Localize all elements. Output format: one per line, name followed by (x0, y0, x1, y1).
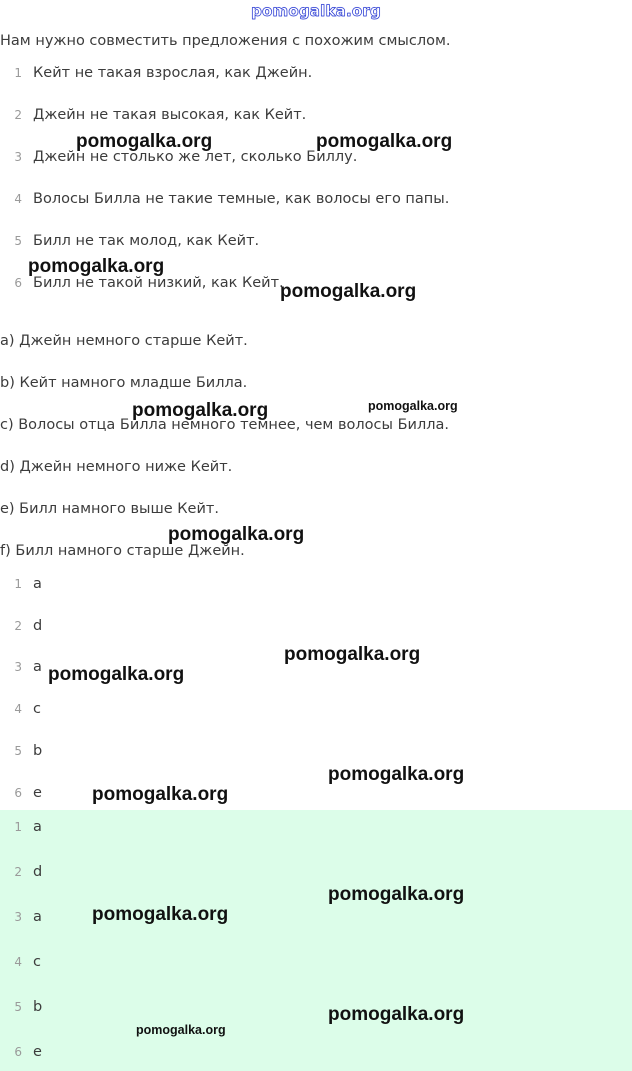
highlighted-answer-item (0, 1044, 42, 1068)
sentence-item (0, 107, 306, 131)
highlighted-answer-item (0, 999, 42, 1023)
answer-letter: a (33, 819, 42, 835)
item-number: 5 (14, 744, 22, 758)
item-number: 5 (14, 1000, 22, 1014)
sentence-text: Волосы Билла не такие темные, как волосы его папы. (33, 191, 450, 207)
item-number: 5 (14, 234, 22, 248)
answer-letter: d (33, 618, 43, 634)
answer-letter: b (33, 743, 43, 759)
watermark: pomogalka.org (328, 1004, 465, 1025)
item-number: 3 (14, 150, 22, 164)
watermark: pomogalka.org (48, 664, 185, 685)
option-item: c) Волосы отца Билла немного темнее, чем волосы Билла. (0, 417, 449, 433)
answer-item (0, 618, 42, 642)
watermark: pomogalka.org (76, 131, 213, 152)
answer-item (0, 785, 42, 809)
item-number: 2 (14, 865, 22, 879)
watermark: pomogalka.org (316, 131, 453, 152)
sentence-text: Билл не так молод, как Кейт. (33, 233, 260, 249)
answer-key-box (0, 810, 632, 1071)
watermark: pomogalka.org (168, 524, 305, 545)
option-item: d) Джейн немного ниже Кейт. (0, 459, 233, 475)
sentence-text: Джейн не столько же лет, сколько Биллу. (33, 149, 358, 165)
item-number: 1 (14, 820, 22, 834)
item-number: 6 (14, 1045, 22, 1059)
sentence-text: Джейн не такая высокая, как Кейт. (33, 107, 307, 123)
answer-letter: e (33, 785, 42, 801)
answer-letter: c (33, 701, 41, 717)
item-number: 6 (14, 786, 22, 800)
sentence-item (0, 233, 259, 257)
item-number: 6 (14, 276, 22, 290)
watermark: pomogalka.org (328, 764, 465, 785)
sentence-text: Кейт не такая взрослая, как Джейн. (33, 65, 313, 81)
watermark: pomogalka.org (92, 784, 229, 805)
watermark: pomogalka.org (28, 256, 165, 277)
watermark: pomogalka.org (328, 884, 465, 905)
item-number: 2 (14, 108, 22, 122)
site-logo[interactable]: pomogalka.org (251, 2, 381, 20)
answer-letter: a (33, 576, 42, 592)
answer-letter: d (33, 864, 43, 880)
watermark: pomogalka.org (368, 399, 458, 413)
answer-item (0, 743, 42, 767)
answer-letter: a (33, 909, 42, 925)
watermark: pomogalka.org (136, 1023, 226, 1037)
item-number: 3 (14, 910, 22, 924)
option-item: a) Джейн немного старше Кейт. (0, 333, 248, 349)
highlighted-answer-item (0, 819, 42, 843)
item-number: 2 (14, 619, 22, 633)
answer-letter: a (33, 659, 42, 675)
task-instruction: Нам нужно совместить предложения с похожим смыслом. (0, 33, 451, 49)
sentence-item (0, 275, 284, 299)
item-number: 4 (14, 192, 22, 206)
sentence-item (0, 65, 312, 89)
watermark: pomogalka.org (284, 644, 421, 665)
answer-letter: c (33, 954, 41, 970)
answer-letter: e (33, 1044, 42, 1060)
watermark: pomogalka.org (132, 400, 269, 421)
answer-item (0, 659, 42, 683)
item-number: 3 (14, 660, 22, 674)
item-number: 1 (14, 577, 22, 591)
highlighted-answer-item (0, 909, 42, 933)
option-item: f) Билл намного старше Джейн. (0, 543, 245, 559)
item-number: 4 (14, 702, 22, 716)
highlighted-answer-item (0, 864, 42, 888)
answer-item (0, 701, 41, 725)
item-number: 1 (14, 66, 22, 80)
option-item: e) Билл намного выше Кейт. (0, 501, 219, 517)
item-number: 4 (14, 955, 22, 969)
answer-item (0, 576, 42, 600)
sentence-item (0, 191, 449, 215)
highlighted-answer-item (0, 954, 41, 978)
answer-letter: b (33, 999, 43, 1015)
watermark: pomogalka.org (92, 904, 229, 925)
sentence-text: Билл не такой низкий, как Кейт. (33, 275, 284, 291)
option-item: b) Кейт намного младше Билла. (0, 375, 248, 391)
watermark: pomogalka.org (280, 281, 417, 302)
